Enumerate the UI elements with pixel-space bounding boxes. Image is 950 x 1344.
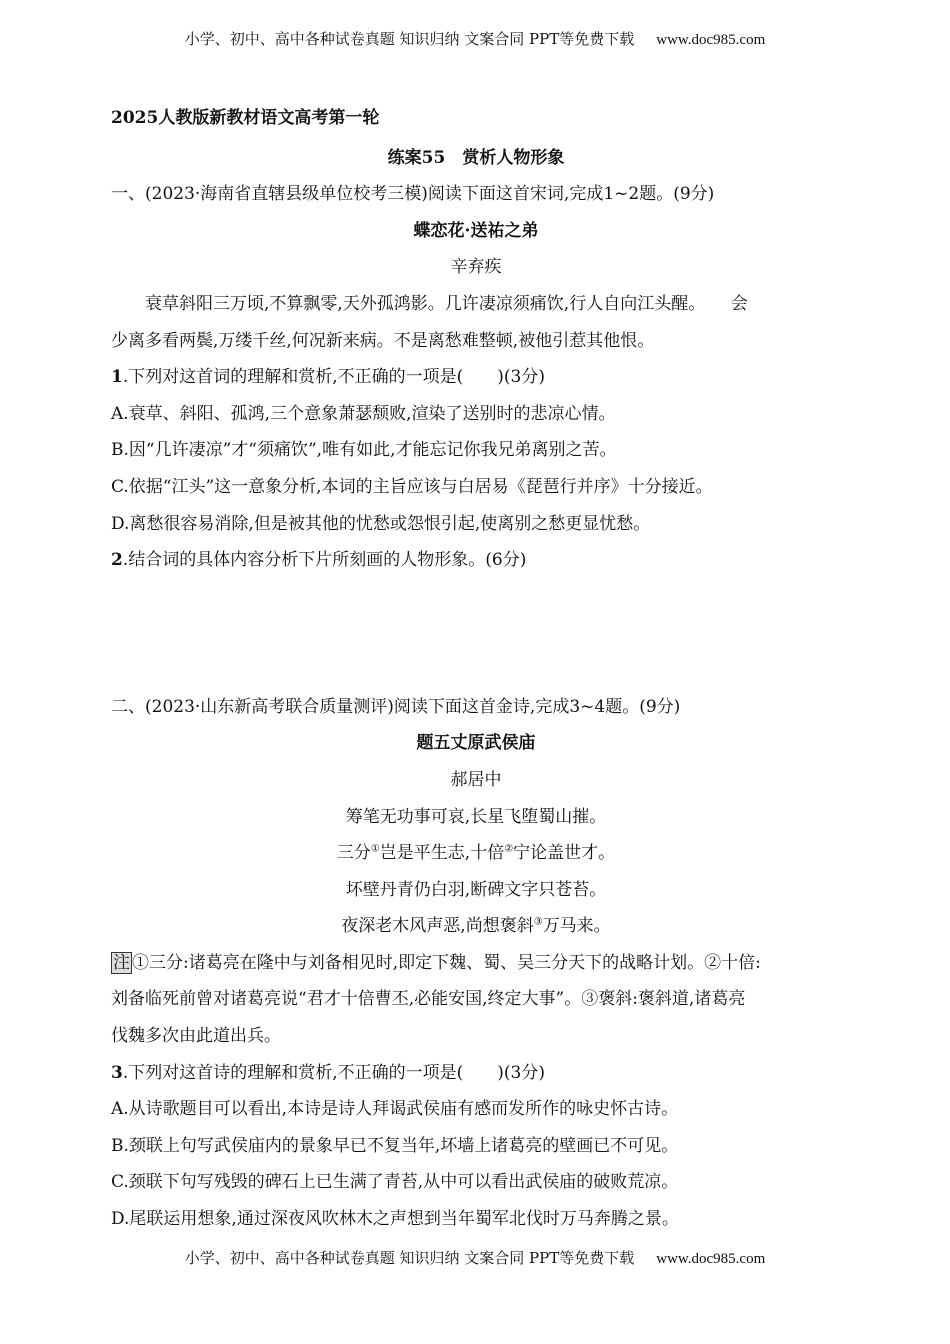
footer-url: www.doc985.com — [656, 1251, 766, 1267]
question-1 — [111, 359, 841, 396]
doc-title: 2025人教版新教材语文高考第一轮 — [111, 108, 380, 128]
question-number: 2 — [111, 550, 123, 571]
option-a: A.从诗歌题目可以看出,本诗是诗人拜谒武侯庙有感而发所作的咏史怀古诗。 — [111, 1099, 679, 1120]
note-line: 注 ①三分:诸葛亮在隆中与刘备相见时,即定下魏、蜀、吴三分天下的战略计划。②十倍: — [113, 952, 761, 973]
note-line: 刘备临死前曾对诸葛亮说“君才十倍曹丕,必能安国,终定大事”。③褒斜:褒斜道,诸葛亮 — [111, 989, 746, 1010]
option-d: D.离愁很容易消除,但是被其他的忧愁或怨恨引起,使离别之愁更显忧愁。 — [111, 513, 651, 534]
poem2-line: 筹笔无功事可哀,长星飞堕蜀山摧。 — [345, 806, 607, 827]
option-a: A.衰草、斜阳、孤鸿,三个意象萧瑟颓败,渲染了送别时的悲凉心情。 — [111, 403, 616, 424]
poem1-title: 蝶恋花·送祐之弟 — [413, 220, 539, 241]
subtitle: 练案55 赏析人物形象 — [387, 147, 565, 168]
option-c: C.依据“江头”这一意象分析,本词的主旨应该与白居易《琵琶行并序》十分接近。 — [111, 476, 713, 497]
poem2-title: 题五丈原武侯庙 — [416, 733, 536, 754]
answer-space — [111, 579, 841, 689]
poem2-line: 夜深老木风声恶,尚想褒斜③万马来。 — [341, 916, 611, 937]
question-number: 1 — [111, 367, 123, 388]
question-text: .下列对这首诗的理解和赏析,不正确的一项是( )(3分) — [122, 1062, 545, 1083]
option-b: B.颈联上句写武侯庙内的景象早已不复当年,坏墙上诸葛亮的壁画已不可见。 — [111, 1135, 679, 1156]
document-body — [111, 100, 841, 1238]
poem2-line: 三分①岂是平生志,十倍②宁论盖世才。 — [336, 843, 616, 864]
header-text: 小学、初中、高中各种试卷真题 知识归纳 文案合同 PPT等免费下载 — [184, 30, 635, 48]
section2-heading: 二、(2023·山东新高考联合质量测评)阅读下面这首金诗,完成3~4题。(9分) — [111, 696, 681, 717]
section1-heading: 一、(2023·海南省直辖县级单位校考三模)阅读下面这首宋词,完成1~2题。(9分) — [111, 184, 715, 205]
page-footer — [0, 1247, 950, 1268]
question-2 — [111, 542, 841, 579]
header-url: www.doc985.com — [656, 32, 766, 48]
note-line: 伐魏多次由此道出兵。 — [111, 1026, 281, 1047]
poem1-line: 衰草斜阳三万顷,不算飘零,天外孤鸿影。几许凄凉须痛饮,行人自向江头醒。 会 — [145, 293, 748, 314]
option-c: C.颈联下句写残毁的碑石上已生满了青苔,从中可以看出武侯庙的破败荒凉。 — [111, 1172, 679, 1193]
note-label: 注 — [113, 952, 130, 973]
poem1-line: 少离多看两鬓,万缕千丝,何况新来病。不是离愁难整顿,被他引惹其他恨。 — [111, 330, 655, 351]
question-3 — [111, 1055, 841, 1092]
poem2-author: 郝居中 — [450, 769, 502, 790]
option-d: D.尾联运用想象,通过深夜风吹林木之声想到当年蜀军北伐时万马奔腾之景。 — [111, 1209, 679, 1230]
question-text: .结合词的具体内容分析下片所刻画的人物形象。(6分) — [122, 550, 527, 571]
poem2-line: 坏壁丹青仍白羽,断碑文字只苍苔。 — [345, 879, 607, 900]
question-text: .下列对这首词的理解和赏析,不正确的一项是( )(3分) — [122, 367, 545, 388]
page-header — [0, 28, 950, 49]
option-b: B.因“几许凄凉”才“须痛饮”,唯有如此,才能忘记你我兄弟离别之苦。 — [111, 440, 617, 461]
question-number: 3 — [111, 1062, 123, 1083]
poem1-author: 辛弃疾 — [450, 257, 502, 278]
footer-text: 小学、初中、高中各种试卷真题 知识归纳 文案合同 PPT等免费下载 — [184, 1249, 635, 1267]
